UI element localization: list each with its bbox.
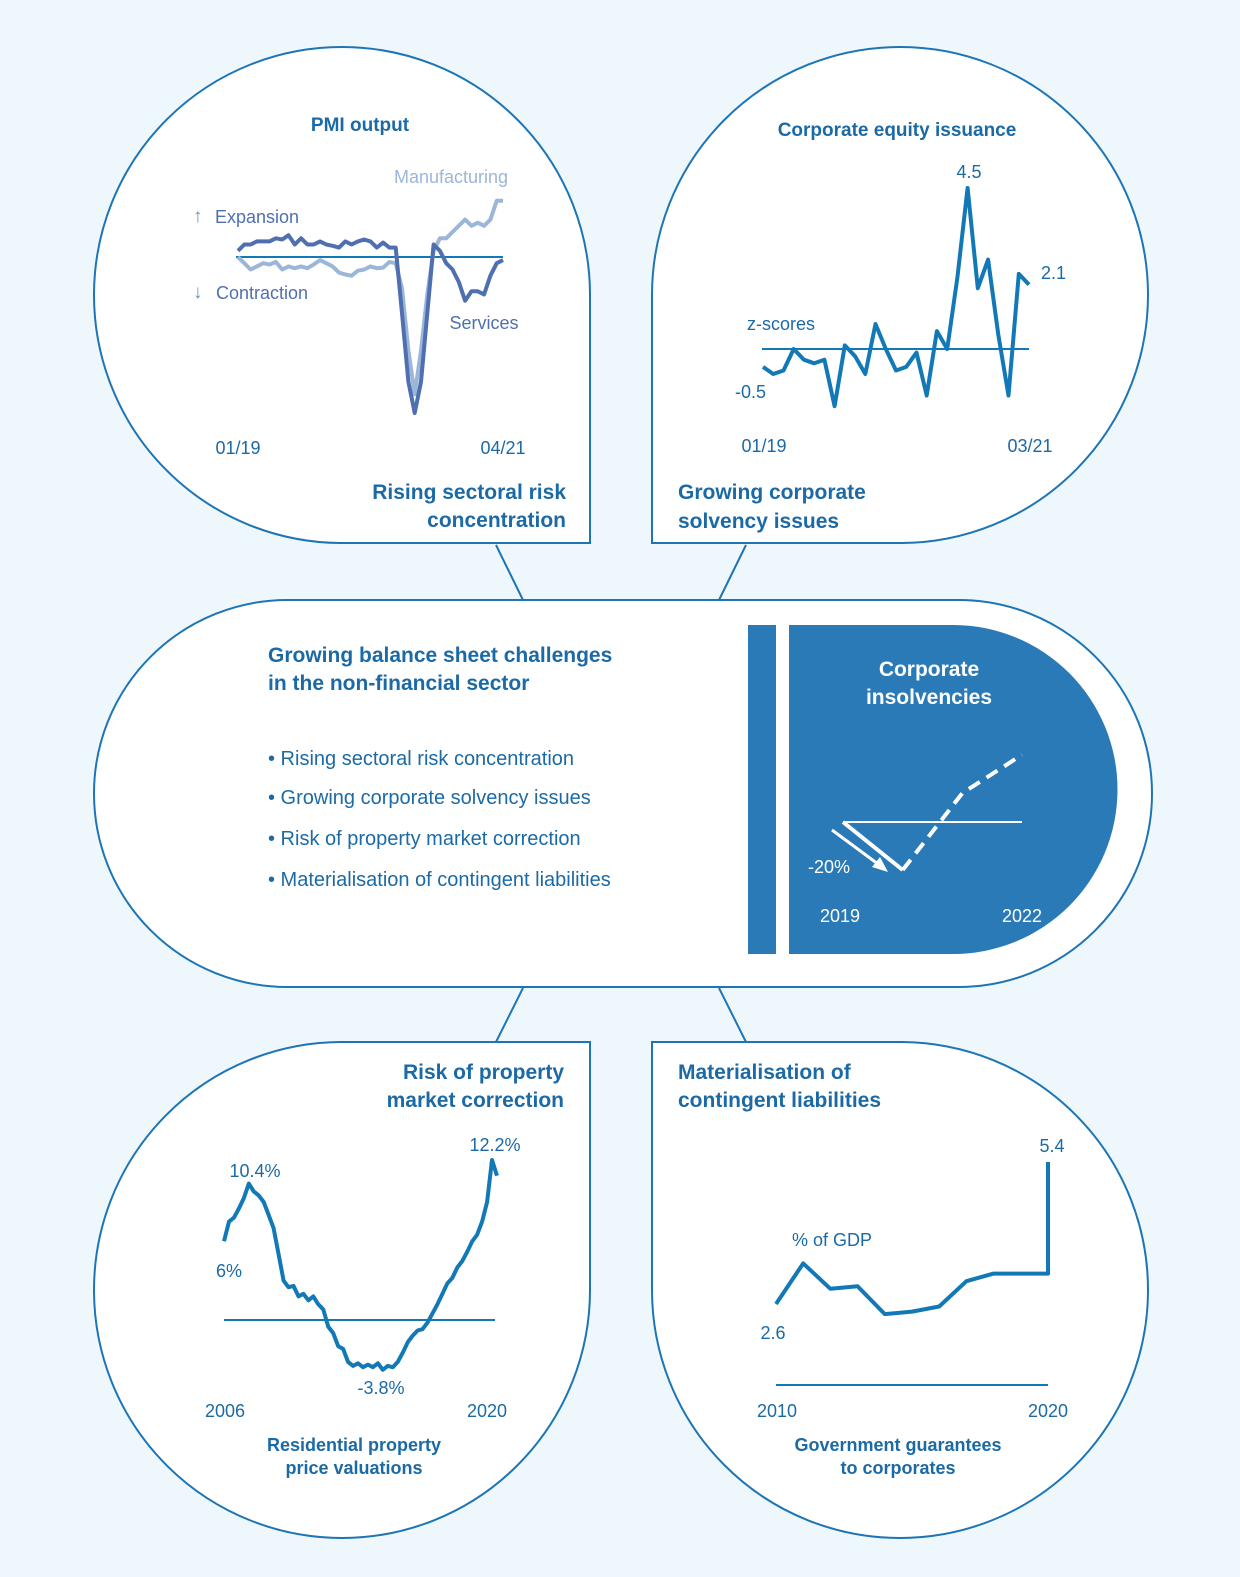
- panel-bottom-right-caption-2: contingent liabilities: [678, 1089, 882, 1112]
- center-bullet-2: • Growing corporate solvency issues: [268, 787, 591, 809]
- connector-top-right: [719, 545, 746, 600]
- panel-top-right-caption-1: Growing corporate: [678, 481, 866, 504]
- property-x-end-label: 2020: [466, 1401, 508, 1421]
- pmi-contraction-label: Contraction: [216, 283, 309, 303]
- connector-bottom-left: [496, 988, 523, 1042]
- panel-center: [94, 600, 1152, 987]
- panel-top-left-caption-2: concentration: [427, 509, 566, 532]
- equity-peak-label: 4.5: [956, 162, 982, 182]
- property-first-label: 6%: [215, 1261, 243, 1281]
- center-bullet-1: • Rising sectoral risk concentration: [268, 748, 575, 770]
- property-x-start-label: 2006: [204, 1401, 246, 1421]
- guarantees-unit-label: % of GDP: [791, 1230, 873, 1250]
- guarantees-caption-2: to corporates: [840, 1458, 956, 1478]
- panel-bottom-left-caption-1: Risk of property: [402, 1061, 564, 1084]
- property-last-label: 12.2%: [469, 1135, 521, 1155]
- connector-top-left: [496, 545, 523, 600]
- pmi-services-label: Services: [449, 313, 519, 333]
- center-bullet-3: • Risk of property market correction: [268, 828, 581, 850]
- center-bullet-4: • Materialisation of contingent liabilities: [268, 869, 611, 891]
- center-title-2: in the non-financial sector: [268, 672, 530, 695]
- equity-x-start-label: 01/19: [741, 436, 787, 456]
- panel-bottom-left: [94, 1042, 590, 1538]
- property-min-label: -3.8%: [357, 1378, 405, 1398]
- guarantees-x-end-label: 2020: [1027, 1401, 1069, 1421]
- center-title-1: Growing balance sheet challenges: [268, 644, 613, 667]
- guarantees-caption-1: Government guarantees: [794, 1435, 1002, 1455]
- insolvency-x-start-label: 2019: [819, 906, 861, 926]
- guarantees-first-label: 2.6: [760, 1323, 786, 1343]
- guarantees-x-start-label: 2010: [756, 1401, 798, 1421]
- equity-unit-label: z-scores: [747, 314, 816, 334]
- pmi-x-end-label: 04/21: [480, 438, 526, 458]
- pmi-expansion-label: Expansion: [215, 207, 300, 227]
- equity-x-end-label: 03/21: [1007, 436, 1053, 456]
- equity-last-label: 2.1: [1041, 263, 1067, 283]
- panel-bottom-left-caption-2: market correction: [386, 1089, 564, 1112]
- property-caption-2: price valuations: [285, 1458, 423, 1478]
- insolvency-side-bar: [748, 625, 776, 954]
- insolvency-x-end-label: 2022: [1001, 906, 1043, 926]
- panel-bottom-right: [652, 1042, 1148, 1538]
- insolvency-change-label: -20%: [808, 857, 851, 877]
- pmi-x-start-label: 01/19: [215, 438, 261, 458]
- equity-first-label: -0.5: [735, 382, 767, 402]
- property-max-label: 10.4%: [229, 1161, 281, 1181]
- connector-bottom-right: [719, 988, 746, 1042]
- panel-top-left: [94, 47, 590, 543]
- panel-top-left-caption-1: Rising sectoral risk: [372, 481, 566, 504]
- panel-bottom-right-caption-1: Materialisation of: [678, 1061, 851, 1084]
- guarantees-last-label: 5.4: [1039, 1136, 1065, 1156]
- insolvency-title-1: Corporate: [878, 658, 980, 681]
- pmi-up-arrow: ↑: [193, 206, 203, 227]
- insolvency-title-2: insolvencies: [865, 686, 993, 709]
- equity-chart-title: Corporate equity issuance: [777, 120, 1017, 141]
- panel-top-right-caption-2: solvency issues: [678, 510, 840, 533]
- pmi-down-arrow: ↓: [193, 282, 203, 303]
- panel-top-right: [652, 47, 1148, 543]
- pmi-manufacturing-label: Manufacturing: [393, 167, 509, 187]
- pmi-chart-title: PMI output: [310, 115, 410, 136]
- property-caption-1: Residential property: [266, 1435, 442, 1455]
